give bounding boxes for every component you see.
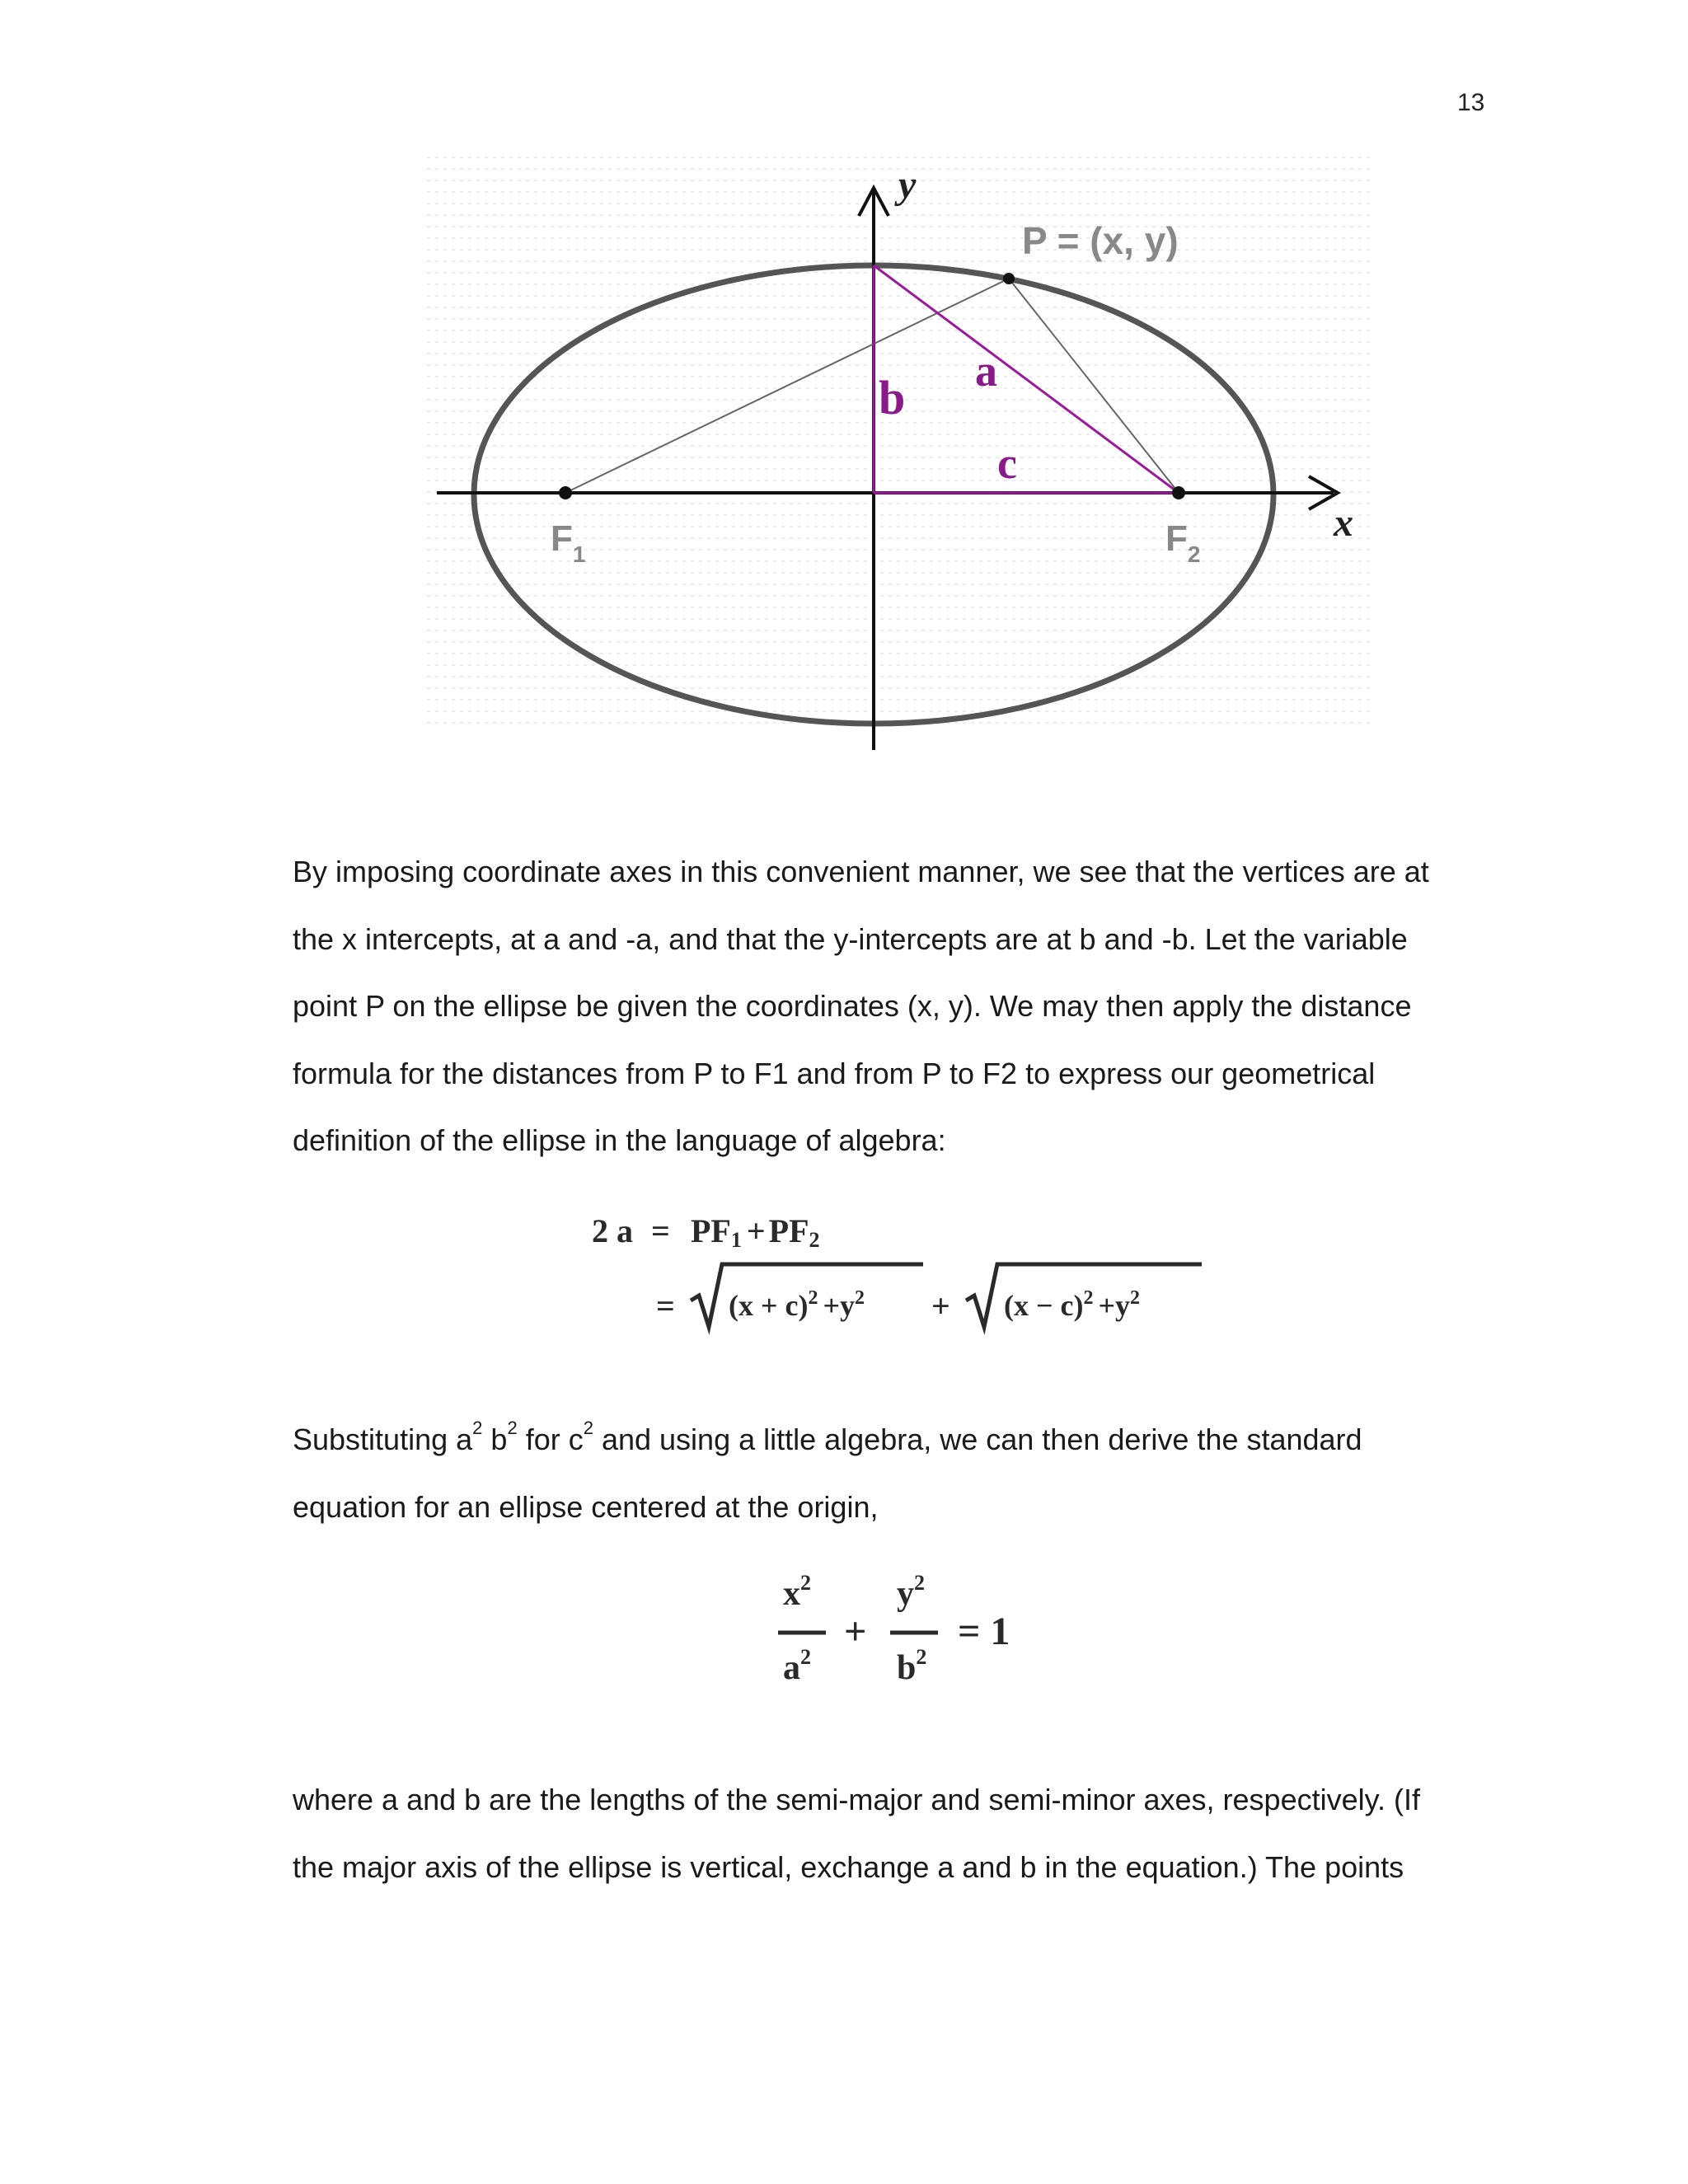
focus-1-point	[559, 486, 572, 499]
paragraph-semi-axes	[293, 1766, 1496, 1900]
eq1-plus: +	[931, 1287, 950, 1324]
ellipse-figure	[427, 157, 1375, 758]
label-a: a	[975, 346, 997, 396]
eq2-numerator-x: $x^2$	[783, 1571, 811, 1613]
paragraph-axes-description	[293, 838, 1496, 1174]
text-line: where a and b are the lengths of the semi-major and semi-minor axes, respectively. (If	[293, 1783, 1420, 1816]
text-line: the major axis of the ellipse is vertical, exchange a and b in the equation.) The points	[293, 1849, 1404, 1884]
label-c: c	[997, 438, 1017, 488]
eq1-equals: =	[651, 1212, 670, 1249]
text-line: Substituting $a^2$ $b^2$ for $c^2$ and using a little algebra, we can then derive the standard	[293, 1418, 1362, 1456]
eq2-equals-one: = 1	[958, 1610, 1010, 1653]
dotted-background	[427, 157, 1375, 733]
focus-2-label: $F_2$	[1165, 518, 1201, 567]
distance-equation-graphic	[577, 1195, 1236, 1343]
paragraph-substitution	[293, 1406, 1496, 1540]
eq1-root2: $(x - c)^2 +y^2$	[1004, 1287, 1140, 1322]
label-b: b	[879, 371, 906, 424]
text-line: the x intercepts, at a and -a, and that the y-intercepts are at b and -b. Let the variable	[293, 921, 1408, 956]
y-axis-label: y	[898, 163, 917, 207]
eq1-root1: $(x + c)^2 +y^2$	[729, 1287, 865, 1322]
eq2-plus: +	[844, 1610, 867, 1653]
point-p	[1003, 273, 1015, 284]
x-axis-label: x	[1334, 501, 1353, 545]
text-line: point P on the ellipse be given the coordinates (x, y). We may then apply the distance	[293, 989, 1412, 1023]
page-number: 13	[1457, 89, 1485, 116]
standard-ellipse-equation	[758, 1562, 1039, 1702]
focus-2-point	[1172, 486, 1185, 499]
text-line: equation for an ellipse centered at the origin,	[293, 1489, 879, 1524]
eq1-equals-2: =	[656, 1287, 675, 1324]
eq1-rhs: PF1 + PF2	[691, 1212, 820, 1252]
eq2-denominator-a: $a^2$	[783, 1645, 811, 1687]
distance-equation	[577, 1195, 1236, 1343]
point-p-label: P = (x, y)	[1022, 219, 1179, 262]
standard-equation-graphic	[758, 1562, 1039, 1702]
ellipse-diagram	[427, 157, 1375, 758]
text-line: formula for the distances from P to F1 and from P to F2 to express our geometrical	[293, 1056, 1376, 1090]
text-line: definition of the ellipse in the language of algebra:	[293, 1123, 946, 1157]
focus-1-label: $F_1$	[551, 518, 586, 567]
text-line: By imposing coordinate axes in this convenient manner, we see that the vertices are at	[293, 855, 1429, 888]
eq1-lhs: 2 a	[592, 1212, 633, 1249]
eq2-numerator-y: $y^2$	[897, 1571, 925, 1613]
eq2-denominator-b: $b^2$	[897, 1645, 927, 1687]
